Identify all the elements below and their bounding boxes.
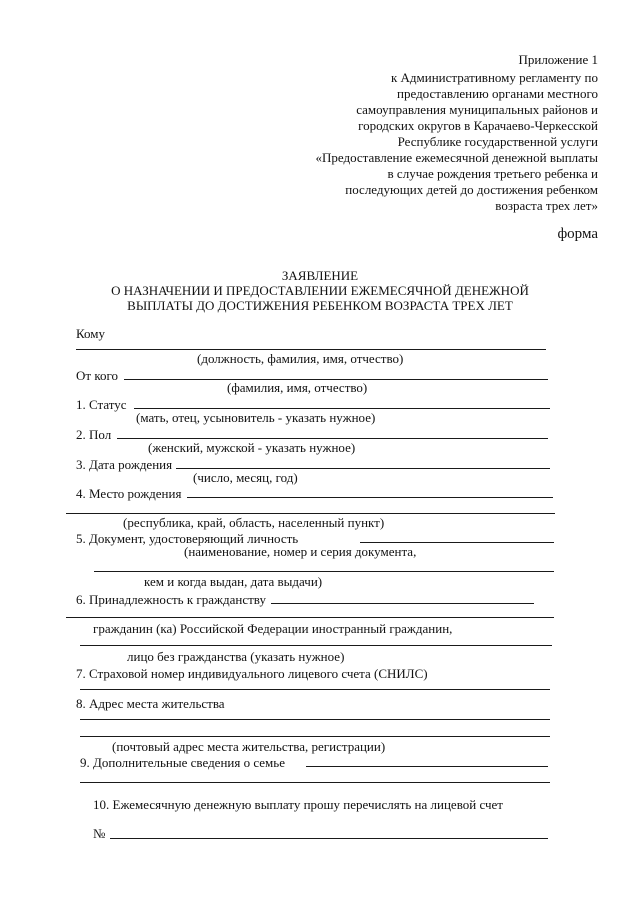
birth-date-line[interactable] bbox=[176, 468, 550, 469]
header-line: в случае рождения третьего ребенка и bbox=[387, 166, 598, 181]
field-hint-address: (почтовый адрес места жительства, регистрации) bbox=[112, 739, 386, 754]
appendix-number: Приложение 1 bbox=[518, 52, 598, 67]
birth-place-line-2[interactable] bbox=[66, 513, 555, 514]
field-hint-birth-date: (число, месяц, год) bbox=[193, 470, 298, 485]
address-line[interactable] bbox=[80, 719, 550, 720]
field-label-id-document: 5. Документ, удостоверяющий личность bbox=[76, 531, 299, 546]
field-label-gender: 2. Пол bbox=[76, 427, 112, 442]
family-line-2[interactable] bbox=[80, 782, 550, 783]
id-document-line[interactable] bbox=[360, 542, 554, 543]
field-hint-to: (должность, фамилия, имя, отчество) bbox=[197, 351, 404, 366]
citizenship-line[interactable] bbox=[271, 603, 534, 604]
document-title: ЗАЯВЛЕНИЕ bbox=[281, 268, 359, 283]
field-label-family: 9. Дополнительные сведения о семье bbox=[80, 755, 285, 770]
address-line-2[interactable] bbox=[80, 736, 550, 737]
field-label-birth-date: 3. Дата рождения bbox=[76, 457, 173, 472]
field-label-snils: 7. Страховой номер индивидуального лицевого счета (СНИЛС) bbox=[76, 666, 428, 681]
form-label: форма bbox=[557, 226, 598, 242]
field-hint-id-document-2: кем и когда выдан, дата выдачи) bbox=[144, 574, 323, 589]
header-line: предоставлению органами местного bbox=[397, 86, 598, 101]
gender-line[interactable] bbox=[117, 438, 548, 439]
field-label-birth-place: 4. Место рождения bbox=[76, 486, 182, 501]
field-label-address: 8. Адрес места жительства bbox=[76, 696, 225, 711]
field-hint-citizenship-2: лицо без гражданства (указать нужное) bbox=[127, 649, 345, 664]
header-line: Республике государственной услуги bbox=[397, 134, 598, 149]
field-label-account-number: № bbox=[93, 826, 106, 841]
field-hint-gender: (женский, мужской - указать нужное) bbox=[148, 440, 356, 455]
id-document-line-2[interactable] bbox=[94, 571, 554, 572]
field-hint-citizenship: гражданин (ка) Российской Федерации иностранный гражданин, bbox=[93, 621, 453, 636]
header-line: к Административному регламенту по bbox=[390, 70, 598, 85]
family-line[interactable] bbox=[306, 766, 548, 767]
header-line: самоуправления муниципальных районов и bbox=[356, 102, 598, 117]
field-label-to: Кому bbox=[76, 326, 106, 341]
field-hint-status: (мать, отец, усыновитель - указать нужное) bbox=[136, 410, 376, 425]
header-line: «Предоставление ежемесячной денежной выплаты bbox=[315, 150, 598, 165]
header-line: последующих детей до достижения ребенком bbox=[345, 182, 598, 197]
field-hint-from: (фамилия, имя, отчество) bbox=[227, 380, 368, 395]
field-label-status: 1. Статус bbox=[76, 397, 127, 412]
to-line[interactable] bbox=[76, 349, 546, 350]
account-number-line[interactable] bbox=[110, 838, 548, 839]
snils-line[interactable] bbox=[80, 689, 550, 690]
field-hint-id-document: (наименование, номер и серия документа, bbox=[184, 544, 417, 559]
status-line[interactable] bbox=[134, 408, 550, 409]
document-title-line: ВЫПЛАТЫ ДО ДОСТИЖЕНИЯ РЕБЕНКОМ ВОЗРАСТА ТРЕХ ЛЕТ bbox=[127, 298, 513, 313]
field-hint-birth-place: (республика, край, область, населенный пункт) bbox=[123, 515, 385, 530]
document-title-line: О НАЗНАЧЕНИИ И ПРЕДОСТАВЛЕНИИ ЕЖЕМЕСЯЧНОЙ ДЕНЕЖНОЙ bbox=[111, 283, 529, 298]
field-label-citizenship: 6. Принадлежность к гражданству bbox=[76, 592, 266, 607]
citizenship-line-3[interactable] bbox=[80, 645, 552, 646]
field-label-from: От кого bbox=[76, 368, 118, 383]
field-label-payment: 10. Ежемесячную денежную выплату прошу перечислять на лицевой счет bbox=[93, 797, 503, 812]
header-line: городских округов в Карачаево-Черкесской bbox=[358, 118, 598, 133]
citizenship-line-2[interactable] bbox=[66, 617, 554, 618]
birth-place-line[interactable] bbox=[187, 497, 553, 498]
header-line: возраста трех лет» bbox=[495, 198, 598, 213]
